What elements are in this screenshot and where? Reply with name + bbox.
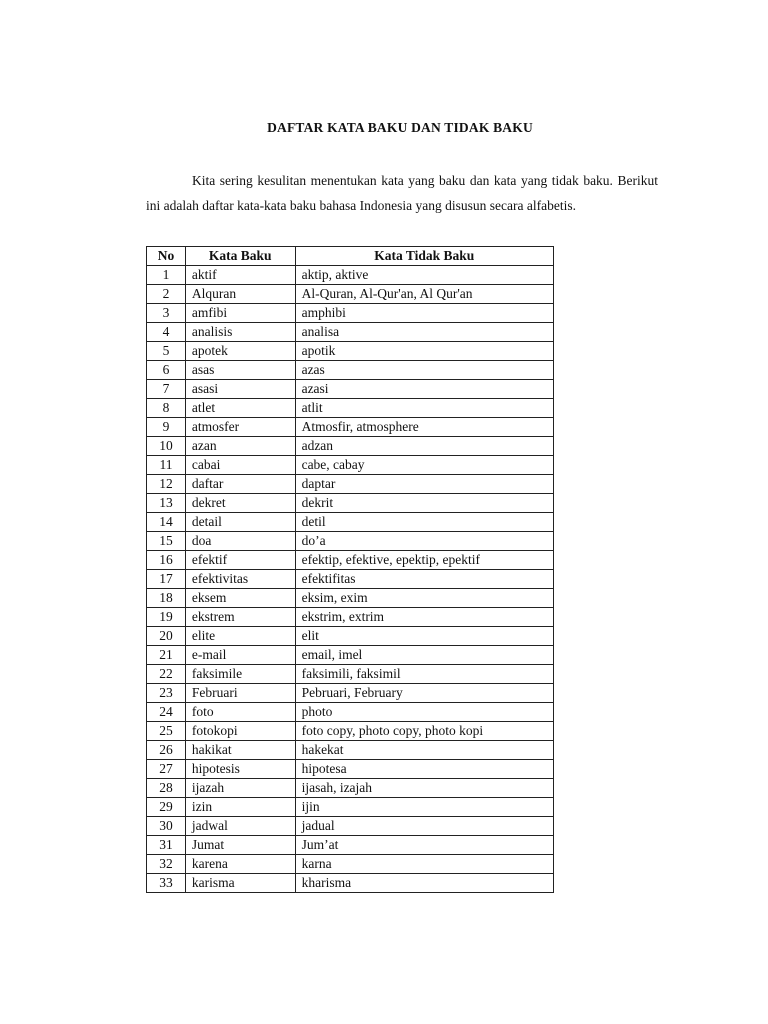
row-number: 13 — [147, 494, 186, 513]
kata-tidak-baku-cell: faksimili, faksimil — [295, 665, 553, 684]
kata-baku-cell: efektif — [185, 551, 295, 570]
kata-baku-cell: efektivitas — [185, 570, 295, 589]
row-number: 28 — [147, 779, 186, 798]
table-row — [147, 836, 554, 855]
kata-baku-cell: ijazah — [185, 779, 295, 798]
kata-tidak-baku-cell: karna — [295, 855, 553, 874]
table-row — [147, 722, 554, 741]
kata-tidak-baku-cell: efektifitas — [295, 570, 553, 589]
kata-baku-cell: doa — [185, 532, 295, 551]
kata-baku-cell: karisma — [185, 874, 295, 893]
table-row — [147, 779, 554, 798]
kata-tidak-baku-cell: azas — [295, 361, 553, 380]
row-number: 4 — [147, 323, 186, 342]
document-title: DAFTAR KATA BAKU DAN TIDAK BAKU — [267, 120, 533, 135]
table-row — [147, 608, 554, 627]
kata-baku-cell: apotek — [185, 342, 295, 361]
table-row — [147, 589, 554, 608]
table-row — [147, 342, 554, 361]
table-header-row — [147, 247, 554, 266]
kata-baku-cell: e-mail — [185, 646, 295, 665]
kata-baku-cell: azan — [185, 437, 295, 456]
row-number: 23 — [147, 684, 186, 703]
row-number: 1 — [147, 266, 186, 285]
kata-baku-cell: cabai — [185, 456, 295, 475]
kata-tidak-baku-cell: photo — [295, 703, 553, 722]
row-number: 9 — [147, 418, 186, 437]
row-number: 18 — [147, 589, 186, 608]
table-row — [147, 855, 554, 874]
row-number: 11 — [147, 456, 186, 475]
kata-tidak-baku-cell: hipotesa — [295, 760, 553, 779]
kata-baku-cell: karena — [185, 855, 295, 874]
kata-tidak-baku-cell: Jum’at — [295, 836, 553, 855]
kata-tidak-baku-cell: amphibi — [295, 304, 553, 323]
intro-text: Kita sering kesulitan menentukan kata yang baku dan kata yang tidak baku. Berikut ini adalah daftar kata-kata baku bahasa Indonesia yang disusun secara alfabetis. — [146, 173, 658, 213]
table-row — [147, 665, 554, 684]
row-number: 25 — [147, 722, 186, 741]
table-row — [147, 570, 554, 589]
kata-tidak-baku-cell: Al-Quran, Al-Qur'an, Al Qur'an — [295, 285, 553, 304]
kata-baku-cell: foto — [185, 703, 295, 722]
kata-tidak-baku-cell: jadual — [295, 817, 553, 836]
kata-tidak-baku-cell: ekstrim, extrim — [295, 608, 553, 627]
kata-baku-cell: asasi — [185, 380, 295, 399]
kata-baku-cell: ekstrem — [185, 608, 295, 627]
row-number: 2 — [147, 285, 186, 304]
table-row — [147, 285, 554, 304]
kata-tidak-baku-cell: detil — [295, 513, 553, 532]
table-row — [147, 798, 554, 817]
table-row — [147, 380, 554, 399]
table-row — [147, 361, 554, 380]
kata-baku-cell: analisis — [185, 323, 295, 342]
kata-baku-cell: aktif — [185, 266, 295, 285]
row-number: 5 — [147, 342, 186, 361]
kata-tidak-baku-cell: eksim, exim — [295, 589, 553, 608]
kata-tidak-baku-cell: cabe, cabay — [295, 456, 553, 475]
table-row — [147, 532, 554, 551]
row-number: 12 — [147, 475, 186, 494]
kata-tidak-baku-cell: email, imel — [295, 646, 553, 665]
row-number: 26 — [147, 741, 186, 760]
kata-tidak-baku-cell: Pebruari, February — [295, 684, 553, 703]
kata-baku-cell: Jumat — [185, 836, 295, 855]
kata-tidak-baku-cell: elit — [295, 627, 553, 646]
row-number: 6 — [147, 361, 186, 380]
kata-tidak-baku-cell: do’a — [295, 532, 553, 551]
kata-baku-cell: atlet — [185, 399, 295, 418]
kata-tidak-baku-cell: aktip, aktive — [295, 266, 553, 285]
table-row — [147, 741, 554, 760]
row-number: 17 — [147, 570, 186, 589]
table-row — [147, 323, 554, 342]
kata-baku-cell: dekret — [185, 494, 295, 513]
row-number: 15 — [147, 532, 186, 551]
row-number: 29 — [147, 798, 186, 817]
kata-baku-cell: izin — [185, 798, 295, 817]
table-row — [147, 494, 554, 513]
kata-tidak-baku-cell: efektip, efektive, epektip, epektif — [295, 551, 553, 570]
kata-baku-cell: daftar — [185, 475, 295, 494]
row-number: 10 — [147, 437, 186, 456]
table-row — [147, 760, 554, 779]
table-row — [147, 551, 554, 570]
row-number: 14 — [147, 513, 186, 532]
row-number: 7 — [147, 380, 186, 399]
kata-tidak-baku-cell: atlit — [295, 399, 553, 418]
row-number: 32 — [147, 855, 186, 874]
table-row — [147, 399, 554, 418]
row-number: 8 — [147, 399, 186, 418]
header-kata-tidak-baku: Kata Tidak Baku — [295, 247, 553, 266]
table-row — [147, 456, 554, 475]
kata-tidak-baku-cell: dekrit — [295, 494, 553, 513]
kata-baku-cell: hipotesis — [185, 760, 295, 779]
row-number: 33 — [147, 874, 186, 893]
kata-baku-cell: elite — [185, 627, 295, 646]
kata-baku-cell: eksem — [185, 589, 295, 608]
table-row — [147, 437, 554, 456]
row-number: 3 — [147, 304, 186, 323]
word-table — [146, 246, 554, 893]
table-row — [147, 703, 554, 722]
row-number: 20 — [147, 627, 186, 646]
kata-tidak-baku-cell: ijasah, izajah — [295, 779, 553, 798]
kata-baku-cell: amfibi — [185, 304, 295, 323]
table-row — [147, 817, 554, 836]
kata-baku-cell: detail — [185, 513, 295, 532]
header-kata-baku: Kata Baku — [185, 247, 295, 266]
table-row — [147, 513, 554, 532]
row-number: 30 — [147, 817, 186, 836]
row-number: 19 — [147, 608, 186, 627]
kata-baku-cell: asas — [185, 361, 295, 380]
table-row — [147, 266, 554, 285]
row-number: 21 — [147, 646, 186, 665]
table-row — [147, 418, 554, 437]
table-row — [147, 627, 554, 646]
kata-tidak-baku-cell: daptar — [295, 475, 553, 494]
table-row — [147, 304, 554, 323]
kata-tidak-baku-cell: apotik — [295, 342, 553, 361]
kata-baku-cell: jadwal — [185, 817, 295, 836]
table-body — [147, 266, 554, 893]
row-number: 27 — [147, 760, 186, 779]
kata-tidak-baku-cell: Atmosfir, atmosphere — [295, 418, 553, 437]
kata-tidak-baku-cell: ijin — [295, 798, 553, 817]
kata-baku-cell: Alquran — [185, 285, 295, 304]
kata-baku-cell: faksimile — [185, 665, 295, 684]
table-row — [147, 475, 554, 494]
kata-tidak-baku-cell: analisa — [295, 323, 553, 342]
kata-tidak-baku-cell: foto copy, photo copy, photo kopi — [295, 722, 553, 741]
kata-tidak-baku-cell: azasi — [295, 380, 553, 399]
row-number: 31 — [147, 836, 186, 855]
table-row — [147, 684, 554, 703]
kata-tidak-baku-cell: hakekat — [295, 741, 553, 760]
row-number: 16 — [147, 551, 186, 570]
kata-baku-cell: Februari — [185, 684, 295, 703]
kata-baku-cell: atmosfer — [185, 418, 295, 437]
row-number: 24 — [147, 703, 186, 722]
kata-baku-cell: hakikat — [185, 741, 295, 760]
kata-baku-cell: fotokopi — [185, 722, 295, 741]
row-number: 22 — [147, 665, 186, 684]
kata-tidak-baku-cell: adzan — [295, 437, 553, 456]
table-row — [147, 874, 554, 893]
kata-tidak-baku-cell: kharisma — [295, 874, 553, 893]
header-no: No — [147, 247, 186, 266]
intro-paragraph — [146, 168, 658, 218]
table-row — [147, 646, 554, 665]
